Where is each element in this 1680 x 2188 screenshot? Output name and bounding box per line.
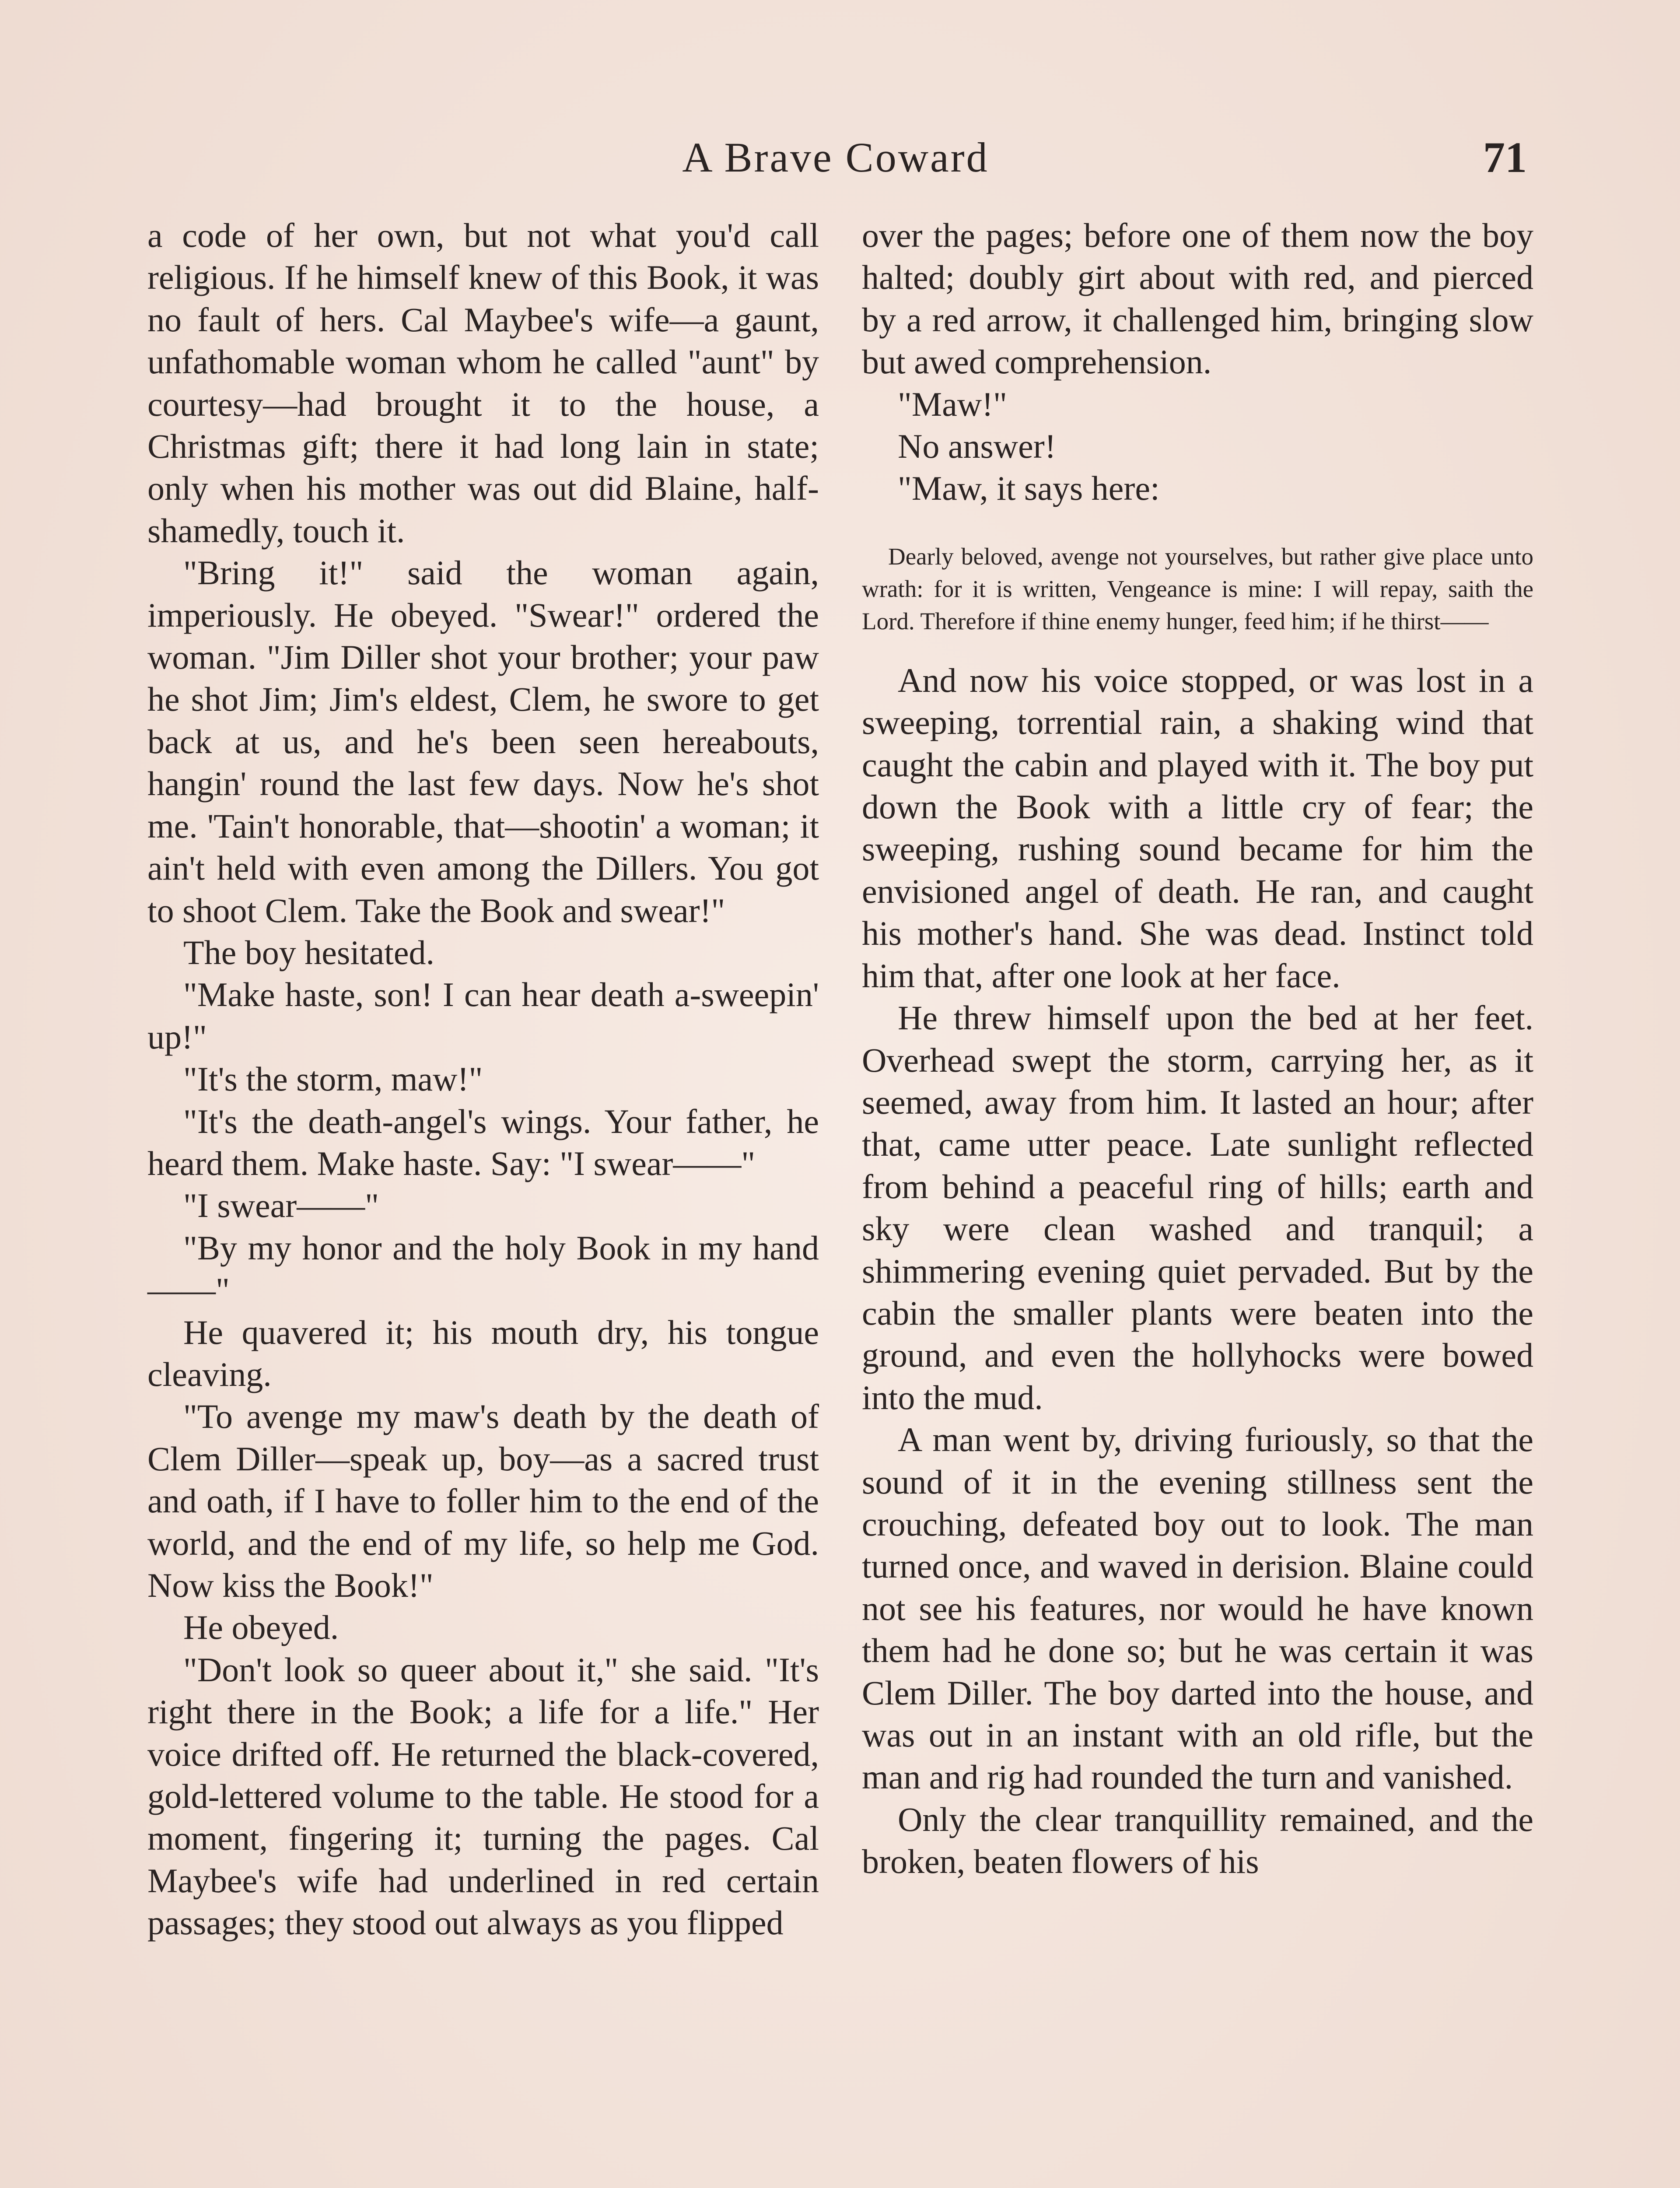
paragraph: A man went by, driving furiously, so that the sound of it in the evening stillness sent the crouching, defeated boy out to look. The man turned once, and waved in derision. Blaine could not see his features, nor would he have known them had he done so; but he was certain it was Clem Diller. The boy darted into the house, and was out in an instant with an old rifle, but the man and rig had rounded the turn and vanished. bbox=[862, 1420, 1533, 1796]
paragraph: "Don't look so queer about it," she said. "It's right there in the Book; a life for a life." Her voice drifted off. He returned the black-covered, gold-lettered volume to the table. He stood for a moment, fingering it; turning the pages. Cal Maybee's wife had underlined in red certain passages; they stood out always as you flipped bbox=[147, 1650, 819, 1942]
left-column bbox=[147, 214, 819, 2188]
page-number: 71 bbox=[1483, 133, 1527, 182]
running-head bbox=[144, 127, 1527, 188]
paragraph: "Make haste, son! I can hear death a-sweepin' up!" bbox=[147, 975, 819, 1056]
paragraph: No answer! bbox=[898, 427, 1056, 466]
scripture-quote: Dearly beloved, avenge not yourselves, but rather give place unto wrath: for it is written, Vengeance is mine: I will repay, saith the Lord. Therefore if thine enemy hunger, feed him; if he thirst—— bbox=[862, 543, 1533, 635]
paragraph: "To avenge my maw's death by the death of Clem Diller—speak up, boy—as a sacred trust and oath, if I have to foller him to the end of the world, and the end of my life, so help me God. Now kiss the Book!" bbox=[147, 1397, 819, 1604]
paragraph: a code of her own, but not what you'd call religious. If he himself knew of this Book, it was no fault of hers. Cal Maybee's wife—a gaunt, unfathomable woman whom he called "aunt" by courtesy—had brought it to the house, a Christmas gift; there it had long lain in state; only when his mother was out did Blaine, half-shamedly, touch it. bbox=[147, 216, 819, 550]
paragraph: He threw himself upon the bed at her feet. Overhead swept the storm, carrying her, as it seemed, away from him. It lasted an hour; after that, came utter peace. Late sunlight reflected from behind a peaceful ring of hills; earth and sky were clean washed and tranquil; a shimmering evening quiet pervaded. But by the cabin the smaller plants were beaten into the ground, and even the hollyhocks were bowed into the mud. bbox=[862, 999, 1533, 1417]
paragraph: "It's the storm, maw!" bbox=[183, 1060, 483, 1098]
paragraph: Only the clear tranquillity remained, and the broken, beaten flowers of his bbox=[862, 1800, 1533, 1881]
paragraph: over the pages; before one of them now the boy halted; doubly girt about with red, and pierced by a red arrow, it challenged him, bringing slow but awed comprehension. bbox=[862, 216, 1533, 381]
paragraph: "Bring it!" said the woman again, imperiously. He obeyed. "Swear!" ordered the woman. "Jim Diller shot your brother; your paw he shot Jim; Jim's eldest, Clem, he swore to get back at us, and he's been seen hereabouts, hangin' round the last few days. Now he's shot me. 'Tain't honorable, that—shootin' a woman; it ain't held with even among the Dillers. You got to shoot Clem. Take the Book and swear!" bbox=[147, 554, 819, 929]
paragraph: He obeyed. bbox=[183, 1608, 339, 1647]
paragraph: "I swear——" bbox=[183, 1186, 379, 1225]
paragraph: "Maw, it says here: bbox=[898, 469, 1160, 508]
paragraph: He quavered it; his mouth dry, his tongue cleaving. bbox=[147, 1313, 819, 1393]
paragraph: And now his voice stopped, or was lost in a sweeping, torrential rain, a shaking wind that caught the cabin and played with it. The boy put down the Book with a little cry of fear; the sweeping, rushing sound became for him the envisioned angel of death. He ran, and caught his mother's hand. She was dead. Instinct told him that, after one look at her face. bbox=[862, 661, 1533, 995]
right-column bbox=[862, 214, 1533, 2188]
running-title: A Brave Coward bbox=[682, 134, 989, 181]
paragraph: "By my honor and the holy Book in my hand——" bbox=[147, 1228, 819, 1309]
paragraph: The boy hesitated. bbox=[183, 933, 434, 971]
paragraph: "It's the death-angel's wings. Your father, he heard them. Make haste. Say: "I swear——" bbox=[147, 1102, 819, 1182]
paragraph: "Maw!" bbox=[898, 385, 1007, 423]
